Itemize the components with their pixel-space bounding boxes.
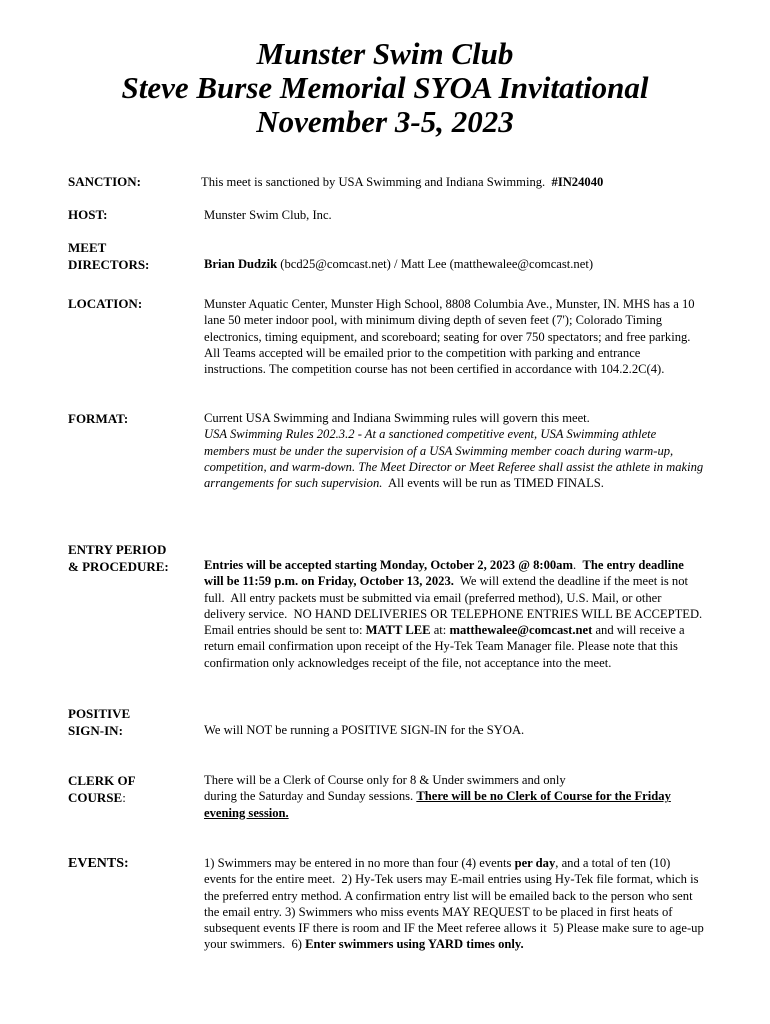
signin-label-line1: POSITIVE [68, 706, 131, 721]
clerk-label-line1: CLERK OF [68, 773, 136, 788]
events-rule-1: 1) Swimmers may be entered in no more than four (4) events [204, 856, 515, 870]
clerk-label-line2 [68, 789, 198, 806]
entry-contact-name: MATT LEE [365, 623, 431, 638]
signin-label-line2: SIGN-IN: [68, 723, 123, 738]
entry-instructions: We will extend the deadline if the meet is not full. All entry packets must be submitted via email (preferred method), U.S. Mail, or other delivery service. NO HAND DELIVERIES OR TELEPHONE ENTRIES WILL BE ACCEPTED. Email entries should be sent to: [204, 574, 709, 638]
sanction-number: #IN24040 [551, 175, 604, 189]
format-rules-intro: Current USA Swimming and Indiana Swimming rules will govern this meet. [204, 411, 590, 425]
location-label: LOCATION: [68, 296, 143, 311]
entry-start: Entries will be accepted starting Monday, October 2, 2023 @ 8:00am [204, 558, 573, 572]
location-text: Munster Aquatic Center, Munster High School, 8808 Columbia Ave., Munster, IN. MHS has a 10 lane 50 meter indoor pool, with minimum diving depth of seven feet (7'); Colorado Timing electronics, timing equipment, and scoreboard; seating for over 750 spectators; and free parking. All Teams accepted will be emailed prior to the competition with parking and entrance instructions. The competition course has not been certified in accordance with 104.2.2C(4). [204, 297, 695, 377]
entry-label-line1: ENTRY PERIOD [68, 542, 167, 557]
events-yard-times: Enter swimmers using YARD times only. [305, 937, 524, 952]
events-text [204, 855, 707, 953]
clerk-label-word: COURSE [68, 790, 123, 805]
clerk-text [204, 772, 704, 821]
signin-label [68, 705, 198, 739]
entry-at: at: [430, 623, 450, 638]
director-primary-name: Brian Dudzik [204, 257, 278, 271]
clerk-friday-note: There will be no Clerk of Course for the Friday evening session. [204, 789, 671, 820]
entry-confirmation: and will receive a return email confirmation upon receipt of the Hy-Tek Team Manager file. Please note that this confirmation only acknowledges receipt of the file, not acceptance into the meet. [204, 623, 685, 670]
entry-contact-email: matthewalee@comcast.net [449, 623, 593, 638]
entry-text [204, 557, 709, 671]
host-text: Munster Swim Club, Inc. [204, 208, 332, 222]
events-per-day: per day [514, 856, 556, 870]
entry-sep: . [572, 558, 583, 572]
title-line-club: Munster Swim Club [256, 36, 514, 71]
clerk-line1: There will be a Clerk of Course only for 8 & Under swimmers and only [204, 773, 566, 787]
sanction-statement: This meet is sanctioned by USA Swimming and Indiana Swimming. [201, 175, 552, 189]
format-label: FORMAT: [68, 411, 129, 426]
events-rules-2-5: , and a total of ten (10) events for the entire meet. 2) Hy-Tek users may E-mail entries using Hy-Tek file format, which is the preferred entry method. A confirmation entry list will be emailed back to the person who sent the email entry. 3) Swimmers who miss events MAY REQUEST to be placed in first heats of subsequent events IF there is room and IF the Meet referee allows it 5) Please make sure to age-up your swimmers. 6) [204, 856, 707, 952]
format-text [204, 410, 704, 491]
entry-label [68, 541, 198, 575]
format-timed-finals: All events will be run as TIMED FINALS. [382, 476, 604, 491]
directors-label-line1: MEET [68, 240, 107, 255]
directors-label [68, 239, 198, 273]
entry-deadline: The entry deadline will be 11:59 p.m. on Friday, October 13, 2023. [204, 558, 684, 589]
signin-text: We will NOT be running a POSITIVE SIGN-IN for the SYOA. [204, 723, 525, 737]
format-rule-quote: USA Swimming Rules 202.3.2 - At a sanctioned competitive event, USA Swimming athlete members must be under the supervision of a USA Swimming member coach during warm-up, competition, and warm-down. The Meet Director or Meet Referee shall assist the athlete in making arrangements for such supervision. [204, 427, 704, 491]
clerk-label [68, 772, 198, 806]
sanction-text [201, 174, 701, 190]
directors-text [204, 256, 704, 272]
sanction-label: SANCTION: [68, 174, 141, 189]
title-line-meet: Steve Burse Memorial SYOA Invitational [121, 70, 649, 105]
clerk-line2: during the Saturday and Sunday sessions. [204, 789, 417, 804]
host-label: HOST: [68, 207, 108, 222]
title-line-dates: November 3-5, 2023 [256, 104, 514, 139]
directors-contacts: (bcd25@comcast.net) / Matt Lee (matthewalee@comcast.net) [277, 257, 594, 271]
entry-label-line2: & PROCEDURE: [68, 559, 169, 574]
clerk-label-colon: : [122, 790, 126, 805]
directors-label-line2: DIRECTORS: [68, 257, 150, 272]
events-label: EVENTS: [68, 856, 129, 871]
